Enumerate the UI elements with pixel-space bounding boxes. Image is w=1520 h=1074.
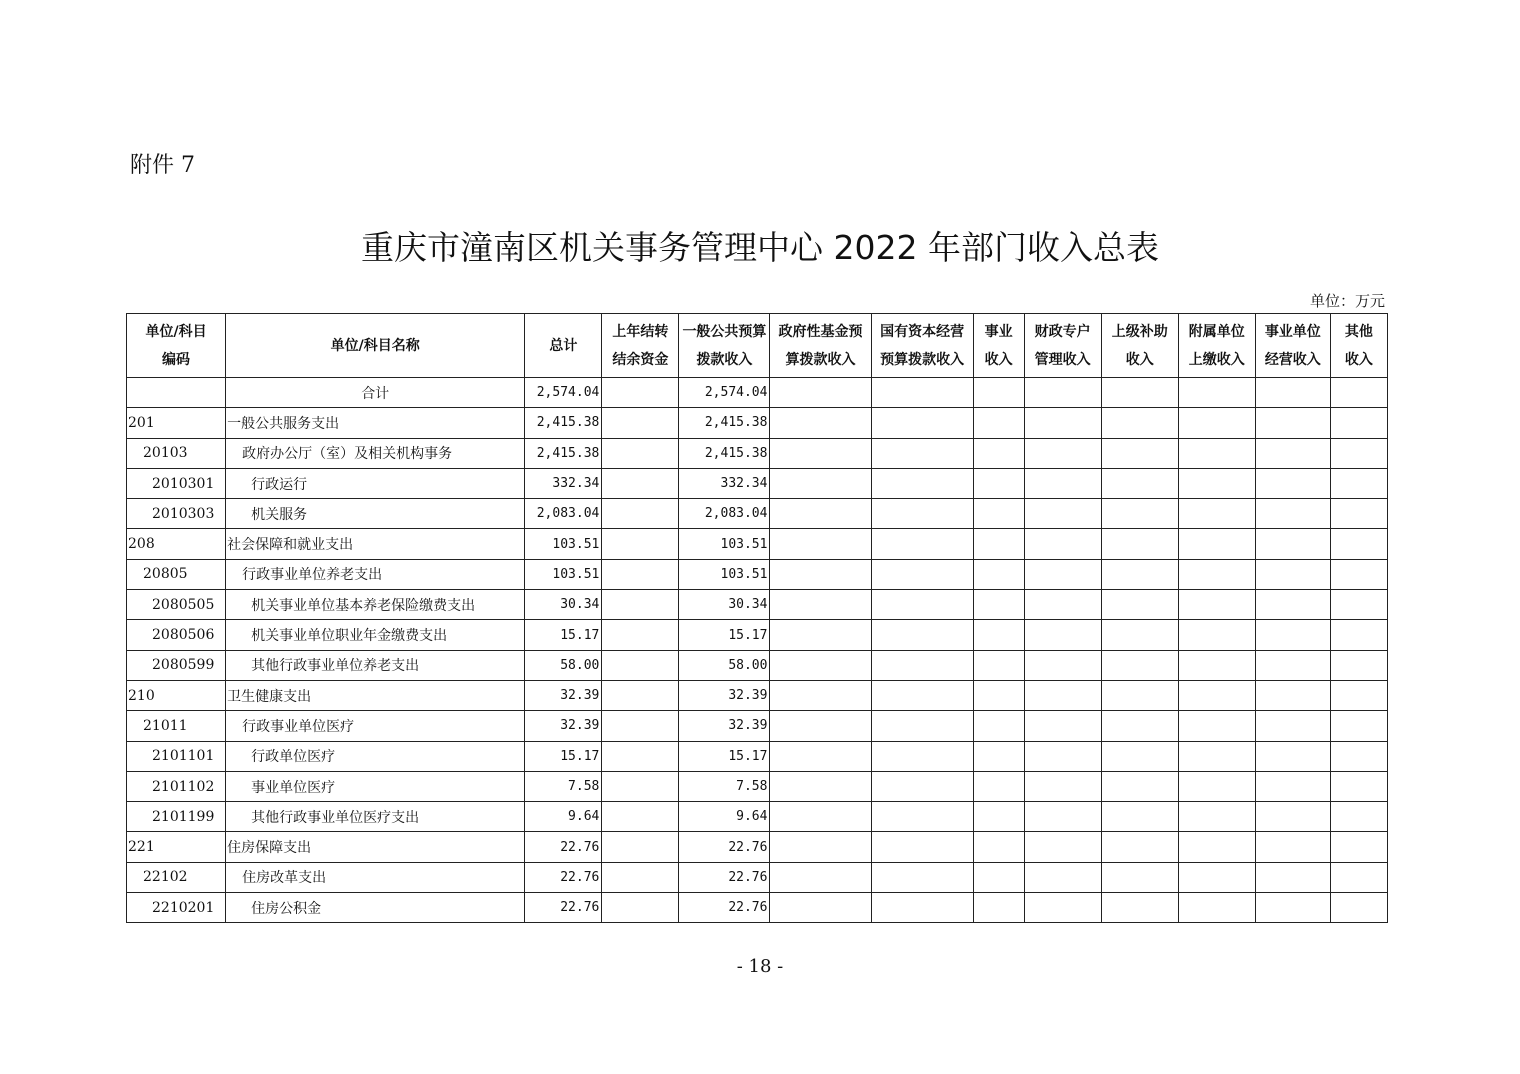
empty-cell bbox=[1024, 832, 1101, 862]
table-header-row bbox=[127, 314, 1388, 378]
name-cell: 合计 bbox=[226, 378, 525, 408]
empty-cell bbox=[871, 862, 973, 892]
empty-cell bbox=[1024, 499, 1101, 529]
empty-cell bbox=[1101, 680, 1178, 710]
empty-cell bbox=[1330, 832, 1387, 862]
general-budget-cell: 22.76 bbox=[679, 862, 770, 892]
total-cell: 332.34 bbox=[525, 468, 602, 498]
empty-cell bbox=[1178, 741, 1255, 771]
empty-cell bbox=[770, 832, 871, 862]
carryover-cell bbox=[602, 529, 679, 559]
code-cell: 221 bbox=[127, 832, 226, 862]
empty-cell bbox=[1255, 590, 1330, 620]
carryover-cell bbox=[602, 559, 679, 589]
empty-cell bbox=[1024, 590, 1101, 620]
empty-cell bbox=[1024, 378, 1101, 408]
empty-cell bbox=[1178, 378, 1255, 408]
column-header-line: 管理收入 bbox=[1034, 351, 1091, 368]
empty-cell bbox=[770, 741, 871, 771]
empty-cell bbox=[1178, 680, 1255, 710]
empty-cell bbox=[1255, 408, 1330, 438]
empty-cell bbox=[973, 590, 1024, 620]
empty-cell bbox=[770, 529, 871, 559]
carryover-cell bbox=[602, 438, 679, 468]
empty-cell bbox=[1101, 529, 1178, 559]
general-budget-cell: 32.39 bbox=[679, 680, 770, 710]
empty-cell bbox=[1178, 590, 1255, 620]
empty-cell bbox=[1024, 620, 1101, 650]
empty-cell bbox=[1178, 650, 1255, 680]
name-cell: 住房改革支出 bbox=[226, 862, 525, 892]
carryover-cell bbox=[602, 650, 679, 680]
empty-cell bbox=[1101, 559, 1178, 589]
income-summary-table bbox=[126, 313, 1388, 923]
general-budget-cell: 30.34 bbox=[679, 590, 770, 620]
empty-cell bbox=[973, 711, 1024, 741]
empty-cell bbox=[1024, 802, 1101, 832]
empty-cell bbox=[871, 529, 973, 559]
total-cell: 2,415.38 bbox=[525, 408, 602, 438]
carryover-cell bbox=[602, 862, 679, 892]
code-cell: 2101101 bbox=[127, 741, 226, 771]
table-row bbox=[127, 832, 1388, 862]
column-header-line: 事业 bbox=[984, 323, 1013, 340]
general-budget-cell: 7.58 bbox=[679, 771, 770, 801]
column-header-line: 其他 bbox=[1344, 323, 1373, 340]
empty-cell bbox=[1101, 499, 1178, 529]
carryover-cell bbox=[602, 408, 679, 438]
name-cell: 事业单位医疗 bbox=[226, 771, 525, 801]
name-cell: 一般公共服务支出 bbox=[226, 408, 525, 438]
code-cell: 2010301 bbox=[127, 468, 226, 498]
general-budget-cell: 22.76 bbox=[679, 832, 770, 862]
carryover-cell bbox=[602, 893, 679, 923]
empty-cell bbox=[770, 862, 871, 892]
empty-cell bbox=[770, 378, 871, 408]
empty-cell bbox=[871, 499, 973, 529]
column-header bbox=[1178, 314, 1255, 378]
name-cell: 行政事业单位养老支出 bbox=[226, 559, 525, 589]
code-cell: 201 bbox=[127, 408, 226, 438]
empty-cell bbox=[1101, 802, 1178, 832]
column-header-line: 拨款收入 bbox=[696, 351, 753, 368]
empty-cell bbox=[871, 741, 973, 771]
code-cell: 208 bbox=[127, 529, 226, 559]
empty-cell bbox=[1330, 378, 1387, 408]
empty-cell bbox=[1101, 468, 1178, 498]
empty-cell bbox=[973, 559, 1024, 589]
empty-cell bbox=[1178, 438, 1255, 468]
empty-cell bbox=[1178, 832, 1255, 862]
total-cell: 2,083.04 bbox=[525, 499, 602, 529]
empty-cell bbox=[973, 529, 1024, 559]
table-row bbox=[127, 620, 1388, 650]
name-cell: 政府办公厅（室）及相关机构事务 bbox=[226, 438, 525, 468]
empty-cell bbox=[1255, 468, 1330, 498]
empty-cell bbox=[770, 711, 871, 741]
empty-cell bbox=[1255, 893, 1330, 923]
empty-cell bbox=[770, 650, 871, 680]
empty-cell bbox=[770, 620, 871, 650]
empty-cell bbox=[1330, 650, 1387, 680]
empty-cell bbox=[1024, 650, 1101, 680]
general-budget-cell: 103.51 bbox=[679, 529, 770, 559]
table-row bbox=[127, 559, 1388, 589]
empty-cell bbox=[973, 862, 1024, 892]
column-header-line: 经营收入 bbox=[1264, 351, 1321, 368]
empty-cell bbox=[973, 378, 1024, 408]
empty-cell bbox=[973, 468, 1024, 498]
empty-cell bbox=[1024, 680, 1101, 710]
table-row bbox=[127, 802, 1388, 832]
total-cell: 22.76 bbox=[525, 862, 602, 892]
empty-cell bbox=[1101, 590, 1178, 620]
code-cell: 210 bbox=[127, 680, 226, 710]
general-budget-cell: 2,083.04 bbox=[679, 499, 770, 529]
code-cell: 2080505 bbox=[127, 590, 226, 620]
empty-cell bbox=[1255, 529, 1330, 559]
general-budget-cell: 2,415.38 bbox=[679, 438, 770, 468]
name-cell: 住房公积金 bbox=[226, 893, 525, 923]
total-cell: 15.17 bbox=[525, 741, 602, 771]
total-cell: 32.39 bbox=[525, 711, 602, 741]
empty-cell bbox=[1178, 529, 1255, 559]
empty-cell bbox=[1255, 650, 1330, 680]
empty-cell bbox=[871, 438, 973, 468]
column-header bbox=[871, 314, 973, 378]
total-cell: 58.00 bbox=[525, 650, 602, 680]
empty-cell bbox=[1330, 590, 1387, 620]
column-header bbox=[973, 314, 1024, 378]
total-cell: 22.76 bbox=[525, 832, 602, 862]
empty-cell bbox=[1330, 620, 1387, 650]
column-header-line: 编码 bbox=[162, 351, 191, 368]
carryover-cell bbox=[602, 802, 679, 832]
column-header-line: 收入 bbox=[984, 351, 1013, 368]
empty-cell bbox=[973, 741, 1024, 771]
column-header-line: 附属单位 bbox=[1188, 323, 1245, 340]
code-cell: 2080599 bbox=[127, 650, 226, 680]
empty-cell bbox=[871, 650, 973, 680]
empty-cell bbox=[770, 438, 871, 468]
empty-cell bbox=[1255, 620, 1330, 650]
empty-cell bbox=[770, 893, 871, 923]
code-cell: 21011 bbox=[127, 711, 226, 741]
column-header bbox=[525, 314, 602, 378]
empty-cell bbox=[1330, 741, 1387, 771]
code-cell: 2210201 bbox=[127, 893, 226, 923]
empty-cell bbox=[770, 802, 871, 832]
empty-cell bbox=[770, 559, 871, 589]
name-cell: 社会保障和就业支出 bbox=[226, 529, 525, 559]
code-cell: 2101199 bbox=[127, 802, 226, 832]
empty-cell bbox=[1255, 802, 1330, 832]
name-cell: 其他行政事业单位医疗支出 bbox=[226, 802, 525, 832]
empty-cell bbox=[1101, 832, 1178, 862]
column-header bbox=[127, 314, 226, 378]
total-cell: 22.76 bbox=[525, 893, 602, 923]
empty-cell bbox=[1024, 711, 1101, 741]
empty-cell bbox=[1330, 438, 1387, 468]
table-row bbox=[127, 862, 1388, 892]
column-header-line: 预算拨款收入 bbox=[880, 351, 965, 368]
table-row bbox=[127, 650, 1388, 680]
empty-cell bbox=[770, 468, 871, 498]
empty-cell bbox=[1101, 438, 1178, 468]
empty-cell bbox=[871, 408, 973, 438]
empty-cell bbox=[1330, 711, 1387, 741]
column-header-line: 上级补助 bbox=[1111, 323, 1168, 340]
empty-cell bbox=[1330, 771, 1387, 801]
code-cell bbox=[127, 378, 226, 408]
empty-cell bbox=[1024, 741, 1101, 771]
column-header bbox=[602, 314, 679, 378]
empty-cell bbox=[1024, 771, 1101, 801]
general-budget-cell: 58.00 bbox=[679, 650, 770, 680]
empty-cell bbox=[1178, 771, 1255, 801]
table-row bbox=[127, 529, 1388, 559]
empty-cell bbox=[1330, 468, 1387, 498]
column-header-line: 总计 bbox=[549, 337, 578, 354]
carryover-cell bbox=[602, 711, 679, 741]
empty-cell bbox=[1178, 711, 1255, 741]
empty-cell bbox=[1330, 802, 1387, 832]
carryover-cell bbox=[602, 832, 679, 862]
total-cell: 103.51 bbox=[525, 529, 602, 559]
empty-cell bbox=[770, 680, 871, 710]
column-header bbox=[1101, 314, 1178, 378]
empty-cell bbox=[1255, 711, 1330, 741]
table-row bbox=[127, 438, 1388, 468]
empty-cell bbox=[1255, 438, 1330, 468]
empty-cell bbox=[1330, 559, 1387, 589]
carryover-cell bbox=[602, 771, 679, 801]
empty-cell bbox=[1178, 893, 1255, 923]
carryover-cell bbox=[602, 378, 679, 408]
name-cell: 其他行政事业单位养老支出 bbox=[226, 650, 525, 680]
empty-cell bbox=[973, 680, 1024, 710]
empty-cell bbox=[1101, 408, 1178, 438]
empty-cell bbox=[1101, 862, 1178, 892]
empty-cell bbox=[1101, 771, 1178, 801]
empty-cell bbox=[770, 499, 871, 529]
empty-cell bbox=[871, 802, 973, 832]
empty-cell bbox=[1178, 862, 1255, 892]
empty-cell bbox=[973, 650, 1024, 680]
empty-cell bbox=[1178, 468, 1255, 498]
empty-cell bbox=[973, 832, 1024, 862]
general-budget-cell: 103.51 bbox=[679, 559, 770, 589]
general-budget-cell: 32.39 bbox=[679, 711, 770, 741]
code-cell: 2010303 bbox=[127, 499, 226, 529]
empty-cell bbox=[973, 620, 1024, 650]
code-cell: 22102 bbox=[127, 862, 226, 892]
empty-cell bbox=[1330, 529, 1387, 559]
empty-cell bbox=[1330, 408, 1387, 438]
empty-cell bbox=[1178, 499, 1255, 529]
empty-cell bbox=[1101, 711, 1178, 741]
empty-cell bbox=[1330, 499, 1387, 529]
general-budget-cell: 15.17 bbox=[679, 741, 770, 771]
general-budget-cell: 332.34 bbox=[679, 468, 770, 498]
empty-cell bbox=[1255, 559, 1330, 589]
empty-cell bbox=[1255, 862, 1330, 892]
empty-cell bbox=[1178, 408, 1255, 438]
total-cell: 2,574.04 bbox=[525, 378, 602, 408]
empty-cell bbox=[1024, 893, 1101, 923]
column-header-line: 收入 bbox=[1125, 351, 1154, 368]
table-row bbox=[127, 468, 1388, 498]
empty-cell bbox=[770, 408, 871, 438]
empty-cell bbox=[871, 620, 973, 650]
total-cell: 7.58 bbox=[525, 771, 602, 801]
empty-cell bbox=[1024, 862, 1101, 892]
table-row bbox=[127, 590, 1388, 620]
table-row bbox=[127, 680, 1388, 710]
empty-cell bbox=[770, 590, 871, 620]
empty-cell bbox=[871, 711, 973, 741]
empty-cell bbox=[1255, 680, 1330, 710]
table-row bbox=[127, 741, 1388, 771]
empty-cell bbox=[973, 771, 1024, 801]
column-header-line: 政府性基金预 bbox=[778, 323, 863, 340]
empty-cell bbox=[871, 893, 973, 923]
column-header bbox=[1330, 314, 1387, 378]
general-budget-cell: 2,574.04 bbox=[679, 378, 770, 408]
empty-cell bbox=[1101, 893, 1178, 923]
empty-cell bbox=[871, 559, 973, 589]
empty-cell bbox=[1330, 680, 1387, 710]
name-cell: 行政运行 bbox=[226, 468, 525, 498]
name-cell: 机关事业单位职业年金缴费支出 bbox=[226, 620, 525, 650]
carryover-cell bbox=[602, 741, 679, 771]
column-header bbox=[679, 314, 770, 378]
column-header bbox=[226, 314, 525, 378]
empty-cell bbox=[1255, 378, 1330, 408]
column-header-line: 一般公共预算 bbox=[682, 323, 767, 340]
attachment-label: 附件 7 bbox=[130, 153, 195, 178]
empty-cell bbox=[1178, 559, 1255, 589]
column-header-line: 结余资金 bbox=[612, 351, 669, 368]
column-header-line: 单位/科目 bbox=[145, 323, 207, 340]
empty-cell bbox=[1024, 529, 1101, 559]
name-cell: 机关事业单位基本养老保险缴费支出 bbox=[226, 590, 525, 620]
empty-cell bbox=[1024, 559, 1101, 589]
code-cell: 20103 bbox=[127, 438, 226, 468]
empty-cell bbox=[973, 802, 1024, 832]
empty-cell bbox=[1101, 741, 1178, 771]
empty-cell bbox=[1330, 893, 1387, 923]
table-row bbox=[127, 408, 1388, 438]
table-row bbox=[127, 771, 1388, 801]
code-cell: 2101102 bbox=[127, 771, 226, 801]
column-header bbox=[1255, 314, 1330, 378]
empty-cell bbox=[871, 378, 973, 408]
empty-cell bbox=[1101, 650, 1178, 680]
name-cell: 机关服务 bbox=[226, 499, 525, 529]
column-header bbox=[770, 314, 871, 378]
total-cell: 2,415.38 bbox=[525, 438, 602, 468]
code-cell: 2080506 bbox=[127, 620, 226, 650]
table-row bbox=[127, 893, 1388, 923]
column-header-line: 财政专户 bbox=[1034, 323, 1091, 340]
carryover-cell bbox=[602, 680, 679, 710]
general-budget-cell: 22.76 bbox=[679, 893, 770, 923]
empty-cell bbox=[973, 499, 1024, 529]
column-header-line: 收入 bbox=[1344, 351, 1373, 368]
empty-cell bbox=[871, 680, 973, 710]
total-row bbox=[127, 378, 1388, 408]
general-budget-cell: 9.64 bbox=[679, 802, 770, 832]
total-cell: 9.64 bbox=[525, 802, 602, 832]
empty-cell bbox=[871, 832, 973, 862]
carryover-cell bbox=[602, 620, 679, 650]
column-header-line: 上年结转 bbox=[612, 323, 669, 340]
empty-cell bbox=[973, 438, 1024, 468]
empty-cell bbox=[1101, 620, 1178, 650]
empty-cell bbox=[1255, 771, 1330, 801]
carryover-cell bbox=[602, 468, 679, 498]
column-header-line: 上缴收入 bbox=[1188, 351, 1245, 368]
total-cell: 103.51 bbox=[525, 559, 602, 589]
empty-cell bbox=[871, 590, 973, 620]
table-row bbox=[127, 499, 1388, 529]
empty-cell bbox=[973, 408, 1024, 438]
total-cell: 15.17 bbox=[525, 620, 602, 650]
empty-cell bbox=[1330, 862, 1387, 892]
unit-label: 单位：万元 bbox=[1309, 292, 1385, 310]
document-title: 重庆市潼南区机关事务管理中心 2022 年部门收入总表 bbox=[361, 228, 1159, 267]
empty-cell bbox=[973, 893, 1024, 923]
empty-cell bbox=[1255, 741, 1330, 771]
empty-cell bbox=[770, 771, 871, 801]
column-header-line: 国有资本经营 bbox=[880, 323, 965, 340]
general-budget-cell: 15.17 bbox=[679, 620, 770, 650]
general-budget-cell: 2,415.38 bbox=[679, 408, 770, 438]
empty-cell bbox=[871, 468, 973, 498]
carryover-cell bbox=[602, 499, 679, 529]
column-header-line: 单位/科目名称 bbox=[330, 337, 420, 354]
empty-cell bbox=[1178, 802, 1255, 832]
column-header bbox=[1024, 314, 1101, 378]
empty-cell bbox=[1024, 468, 1101, 498]
empty-cell bbox=[1024, 408, 1101, 438]
table-row bbox=[127, 711, 1388, 741]
page-number: - 18 - bbox=[736, 956, 784, 977]
carryover-cell bbox=[602, 590, 679, 620]
total-cell: 32.39 bbox=[525, 680, 602, 710]
empty-cell bbox=[1024, 438, 1101, 468]
empty-cell bbox=[1255, 832, 1330, 862]
total-cell: 30.34 bbox=[525, 590, 602, 620]
empty-cell bbox=[1255, 499, 1330, 529]
code-cell: 20805 bbox=[127, 559, 226, 589]
name-cell: 住房保障支出 bbox=[226, 832, 525, 862]
column-header-line: 事业单位 bbox=[1264, 323, 1321, 340]
empty-cell bbox=[1178, 620, 1255, 650]
empty-cell bbox=[1101, 378, 1178, 408]
empty-cell bbox=[871, 771, 973, 801]
column-header-line: 算拨款收入 bbox=[785, 351, 856, 368]
name-cell: 行政事业单位医疗 bbox=[226, 711, 525, 741]
name-cell: 卫生健康支出 bbox=[226, 680, 525, 710]
name-cell: 行政单位医疗 bbox=[226, 741, 525, 771]
